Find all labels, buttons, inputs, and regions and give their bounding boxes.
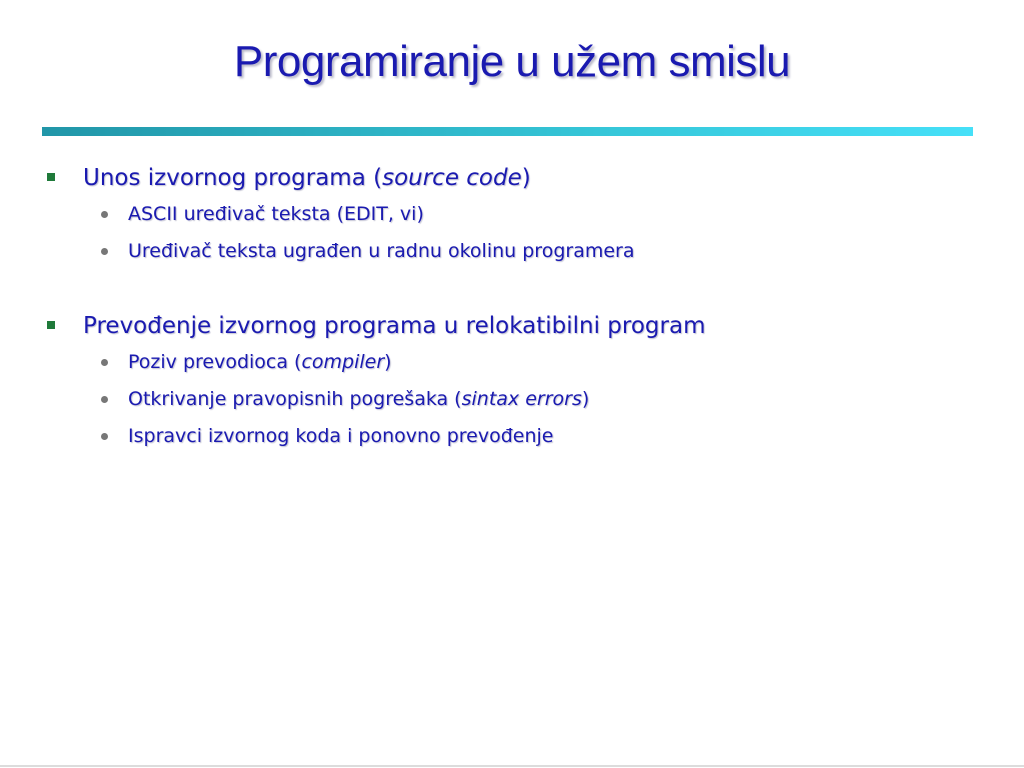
sub-bullet-text-em: sintax errors <box>461 388 582 410</box>
bottom-divider <box>0 765 1024 767</box>
dot-bullet-icon <box>101 359 108 366</box>
sub-bullet-item <box>128 196 1024 233</box>
bullet-text-em: source code <box>382 165 522 191</box>
sub-bullet-text-post: ) <box>384 351 392 373</box>
square-bullet-icon <box>47 173 55 181</box>
bullet-text-pre: Unos izvornog programa ( <box>83 165 383 191</box>
sub-bullet-text-pre: Poziv prevodioca ( <box>128 351 302 373</box>
sub-bullet-text: ASCII uređivač teksta (EDIT, vi) <box>128 203 424 225</box>
sub-bullet-text-post: ) <box>581 388 590 410</box>
bullet-item-compilation <box>83 308 1024 344</box>
sub-bullet-item <box>128 344 1024 381</box>
bullet-item-source-entry <box>83 160 1024 196</box>
title-divider <box>42 127 973 136</box>
sub-bullet-text: Ispravci izvornog koda i ponovno prevođenje <box>128 425 554 447</box>
section-spacer <box>0 270 1024 308</box>
dot-bullet-icon <box>101 433 108 440</box>
slide-content <box>0 160 1024 455</box>
sub-bullet-item <box>128 418 1024 455</box>
sub-bullet-item <box>128 233 1024 270</box>
dot-bullet-icon <box>101 396 108 403</box>
sub-bullet-text-em: compiler <box>301 351 385 373</box>
bullet-text: Prevođenje izvornog programa u relokatibilni program <box>83 313 706 339</box>
dot-bullet-icon <box>101 211 108 218</box>
bullet-text-post: ) <box>521 165 531 191</box>
dot-bullet-icon <box>101 248 108 255</box>
sub-bullet-text-pre: Otkrivanje pravopisnih pogrešaka ( <box>128 388 462 410</box>
square-bullet-icon <box>47 321 55 329</box>
slide-title: Programiranje u užem smislu <box>233 37 791 86</box>
sub-bullet-text: Uređivač teksta ugrađen u radnu okolinu programera <box>128 240 635 262</box>
sub-bullet-item <box>128 381 1024 418</box>
